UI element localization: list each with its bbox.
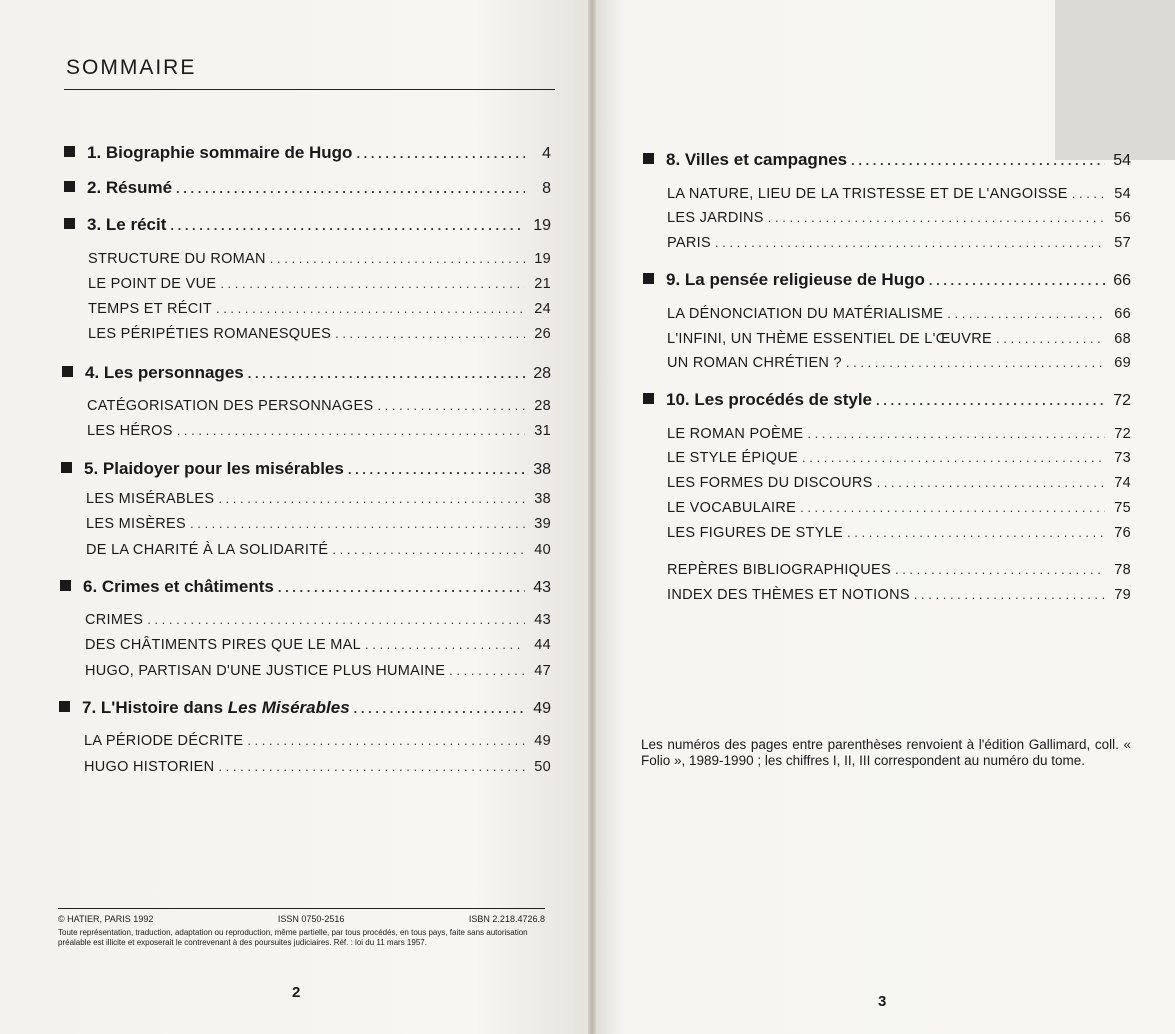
toc-subsection-label: LES JARDINS <box>667 210 764 226</box>
toc-subsection[interactable] <box>84 759 551 775</box>
leader-dots <box>377 398 525 413</box>
toc-subsection-label: LES HÉROS <box>87 423 173 439</box>
legal-notice: Toute représentation, traduction, adaptation ou reproduction, même partielle, par tous procédés, en tous pays, faite sans autorisation préalable est illicite et exposerait le contrevenant à des poursuites judiciaires. Réf. : loi du 11 mars 1957. <box>58 928 528 947</box>
leader-dots <box>715 235 1105 250</box>
copyright: © HATIER, PARIS 1992 <box>58 914 154 924</box>
toc-appendix-label: REPÈRES BIBLIOGRAPHIQUES <box>667 562 891 578</box>
toc-section-9[interactable] <box>643 270 1131 290</box>
toc-subsection-label: PARIS <box>667 235 711 251</box>
leader-dots <box>996 331 1105 346</box>
leader-dots <box>220 276 525 291</box>
toc-subsection[interactable] <box>88 276 551 292</box>
leader-dots <box>846 355 1105 370</box>
footer-rule <box>58 908 545 909</box>
toc-section-label-prefix: 7. L'Histoire dans <box>82 698 228 717</box>
toc-subsection[interactable] <box>667 355 1131 371</box>
leader-dots <box>847 525 1105 540</box>
toc-section-label: 2. Résumé <box>87 178 173 197</box>
toc-page-number: 56 <box>1114 210 1131 226</box>
toc-section-label: 3. Le récit <box>87 215 167 234</box>
toc-subsection-label: DE LA CHARITÉ À LA SOLIDARITÉ <box>86 542 329 558</box>
toc-appendix-index[interactable] <box>667 587 1131 603</box>
toc-subsection-label: HUGO HISTORIEN <box>84 759 215 775</box>
toc-page-number: 26 <box>534 326 551 342</box>
toc-subsection[interactable] <box>87 398 551 414</box>
toc-section-label: 4. Les personnages <box>85 363 244 382</box>
toc-section-label <box>82 698 350 718</box>
toc-subsection[interactable] <box>84 733 551 749</box>
leader-dots <box>895 562 1105 577</box>
toc-subsection-label: LE POINT DE VUE <box>88 276 217 292</box>
toc-section-10[interactable] <box>643 390 1131 410</box>
toc-subsection-label: LE ROMAN POÈME <box>667 426 804 442</box>
toc-page-number: 19 <box>534 251 551 267</box>
toc-subsection[interactable] <box>86 516 551 532</box>
toc-subsection-label: LES MISÉRABLES <box>86 491 215 507</box>
leader-dots <box>218 759 525 774</box>
toc-subsection[interactable] <box>667 500 1131 516</box>
toc-page-number: 54 <box>1113 152 1131 169</box>
leader-dots <box>248 366 525 381</box>
toc-section-6[interactable] <box>60 577 551 597</box>
toc-page-number: 76 <box>1114 525 1131 541</box>
toc-page-number: 79 <box>1114 587 1131 603</box>
square-bullet-icon <box>643 273 654 284</box>
toc-page-number: 72 <box>1113 392 1131 409</box>
toc-section-label: 5. Plaidoyer pour les misérables <box>84 459 344 478</box>
toc-page-number: 4 <box>542 145 551 162</box>
leader-dots <box>176 181 525 196</box>
leader-dots <box>929 273 1105 288</box>
toc-page-number: 38 <box>533 461 551 478</box>
toc-page-number: 40 <box>534 542 551 558</box>
toc-page-number: 38 <box>534 491 551 507</box>
toc-subsection-label: CRIMES <box>85 612 144 628</box>
toc-page-number: 21 <box>534 276 551 292</box>
leader-dots <box>365 637 525 652</box>
toc-page-number: 75 <box>1114 500 1131 516</box>
toc-subsection-label: LA DÉNONCIATION DU MATÉRIALISME <box>667 306 944 322</box>
leader-dots <box>877 475 1105 490</box>
toc-subsection[interactable] <box>667 475 1131 491</box>
leader-dots <box>278 580 525 595</box>
toc-subsection[interactable] <box>88 326 551 342</box>
toc-page-number: 68 <box>1114 331 1131 347</box>
toc-page-number: 28 <box>534 398 551 414</box>
toc-page-number: 78 <box>1114 562 1131 578</box>
toc-page-number: 74 <box>1114 475 1131 491</box>
square-bullet-icon <box>643 393 654 404</box>
toc-subsection[interactable] <box>667 525 1131 541</box>
square-bullet-icon <box>643 153 654 164</box>
toc-subsection-label: LE VOCABULAIRE <box>667 500 797 516</box>
toc-subsection-label: LES FORMES DU DISCOURS <box>667 475 873 491</box>
toc-subsection-label: LE STYLE ÉPIQUE <box>667 450 799 466</box>
page-title: SOMMAIRE <box>66 56 197 79</box>
book-gutter <box>588 0 596 1034</box>
toc-appendix-reperes[interactable] <box>667 562 1131 578</box>
leader-dots <box>270 251 525 266</box>
leader-dots <box>851 153 1105 168</box>
toc-section-label: 1. Biographie sommaire de Hugo <box>87 143 353 162</box>
toc-subsection-label: LES MISÈRES <box>86 516 186 532</box>
toc-subsection[interactable] <box>667 235 1131 251</box>
toc-page-number: 50 <box>534 759 551 775</box>
toc-page-number: 43 <box>533 579 551 596</box>
toc-page-number: 72 <box>1114 426 1131 442</box>
square-bullet-icon <box>64 181 75 192</box>
leader-dots <box>1072 186 1105 201</box>
leader-dots <box>807 426 1105 441</box>
toc-section-1[interactable] <box>64 143 551 163</box>
toc-page-number: 19 <box>533 217 551 234</box>
toc-page-number: 49 <box>533 700 551 717</box>
issn: ISSN 0750-2516 <box>277 914 345 924</box>
toc-subsection[interactable] <box>86 542 551 558</box>
toc-subsection-label: HUGO, PARTISAN D'UNE JUSTICE PLUS HUMAINE <box>85 663 446 679</box>
toc-subsection[interactable] <box>667 426 1131 442</box>
toc-subsection[interactable] <box>88 301 551 317</box>
toc-subsection-label: TEMPS ET RÉCIT <box>88 301 212 317</box>
toc-subsection[interactable] <box>86 491 551 507</box>
toc-page-number: 66 <box>1113 272 1131 289</box>
leader-dots <box>332 542 525 557</box>
toc-page-number: 49 <box>534 733 551 749</box>
toc-page-number: 31 <box>534 423 551 439</box>
toc-page-number: 8 <box>542 180 551 197</box>
toc-section-label: 9. La pensée religieuse de Hugo <box>666 270 925 289</box>
square-bullet-icon <box>64 218 75 229</box>
leader-dots <box>356 146 525 161</box>
footer-publishing-info <box>58 914 545 924</box>
toc-subsection-label: DES CHÂTIMENTS PIRES QUE LE MAL <box>85 637 361 653</box>
toc-subsection-label: LES FIGURES DE STYLE <box>667 525 844 541</box>
toc-page-number: 73 <box>1114 450 1131 466</box>
toc-section-7[interactable] <box>59 698 551 718</box>
leader-dots <box>947 306 1105 321</box>
leader-dots <box>914 587 1105 602</box>
toc-page-number: 47 <box>534 663 551 679</box>
square-bullet-icon <box>62 366 73 377</box>
toc-subsection[interactable] <box>667 186 1131 202</box>
toc-page-number: 69 <box>1114 355 1131 371</box>
toc-page-number: 43 <box>534 612 551 628</box>
leader-dots <box>190 516 525 531</box>
toc-page-number: 28 <box>533 365 551 382</box>
title-rule <box>64 89 555 90</box>
leader-dots <box>348 462 525 477</box>
toc-subsection-label: STRUCTURE DU ROMAN <box>88 251 266 267</box>
square-bullet-icon <box>60 580 71 591</box>
toc-page-number: 54 <box>1114 186 1131 202</box>
isbn: ISBN 2.218.4726.8 <box>468 914 545 924</box>
toc-subsection-label: LA PÉRIODE DÉCRITE <box>84 733 244 749</box>
leader-dots <box>147 612 525 627</box>
toc-page-number: 66 <box>1114 306 1131 322</box>
toc-subsection[interactable] <box>88 251 551 267</box>
toc-appendix-label: INDEX DES THÈMES ET NOTIONS <box>667 587 910 603</box>
page-number-left: 2 <box>292 984 301 1001</box>
toc-section-3[interactable] <box>64 215 551 235</box>
toc-section-4[interactable] <box>62 363 551 383</box>
leader-dots <box>768 210 1105 225</box>
toc-section-2[interactable] <box>64 178 551 198</box>
toc-subsection[interactable] <box>667 331 1131 347</box>
page-number-right: 3 <box>878 993 887 1010</box>
square-bullet-icon <box>64 146 75 157</box>
toc-section-label: 8. Villes et campagnes <box>666 150 848 169</box>
edition-note: Les numéros des pages entre parenthèses renvoient à l'édition Gallimard, coll. « Folio », 1989-1990 ; les chiffres I, II, III correspondent au numéro du tome. <box>641 737 1131 768</box>
leader-dots <box>354 701 525 716</box>
toc-page-number: 57 <box>1114 235 1131 251</box>
toc-subsection[interactable] <box>667 210 1131 226</box>
square-bullet-icon <box>61 462 72 473</box>
toc-subsection[interactable] <box>87 423 551 439</box>
toc-page-number: 44 <box>534 637 551 653</box>
toc-subsection[interactable] <box>85 637 551 653</box>
toc-subsection-label: CATÉGORISATION DES PERSONNAGES <box>87 398 374 414</box>
leader-dots <box>170 218 525 233</box>
toc-section-8[interactable] <box>643 150 1131 170</box>
toc-subsection[interactable] <box>85 663 551 679</box>
square-bullet-icon <box>59 701 70 712</box>
leader-dots <box>800 500 1105 515</box>
toc-subsection[interactable] <box>667 306 1131 322</box>
toc-subsection-label: LES PÉRIPÉTIES ROMANESQUES <box>88 326 332 342</box>
toc-subsection-label: L'INFINI, UN THÈME ESSENTIEL DE L'ŒUVRE <box>667 331 993 347</box>
toc-page-number: 24 <box>534 301 551 317</box>
leader-dots <box>449 663 525 678</box>
leader-dots <box>802 450 1105 465</box>
toc-subsection[interactable] <box>85 612 551 628</box>
toc-section-label: 6. Crimes et châtiments <box>83 577 274 596</box>
toc-page-number: 39 <box>534 516 551 532</box>
leader-dots <box>247 733 525 748</box>
toc-section-label: 10. Les procédés de style <box>666 390 872 409</box>
leader-dots <box>218 491 525 506</box>
toc-subsection[interactable] <box>667 450 1131 466</box>
bleed-through-band <box>1055 0 1175 160</box>
book-title: Les Misérables <box>227 698 350 717</box>
toc-subsection-label: LA NATURE, LIEU DE LA TRISTESSE ET DE L'ANGOISSE <box>667 186 1068 202</box>
leader-dots <box>216 301 525 316</box>
toc-subsection-label: UN ROMAN CHRÉTIEN ? <box>667 355 842 371</box>
leader-dots <box>177 423 525 438</box>
toc-section-5[interactable] <box>61 459 551 479</box>
leader-dots <box>876 393 1105 408</box>
leader-dots <box>335 326 525 341</box>
